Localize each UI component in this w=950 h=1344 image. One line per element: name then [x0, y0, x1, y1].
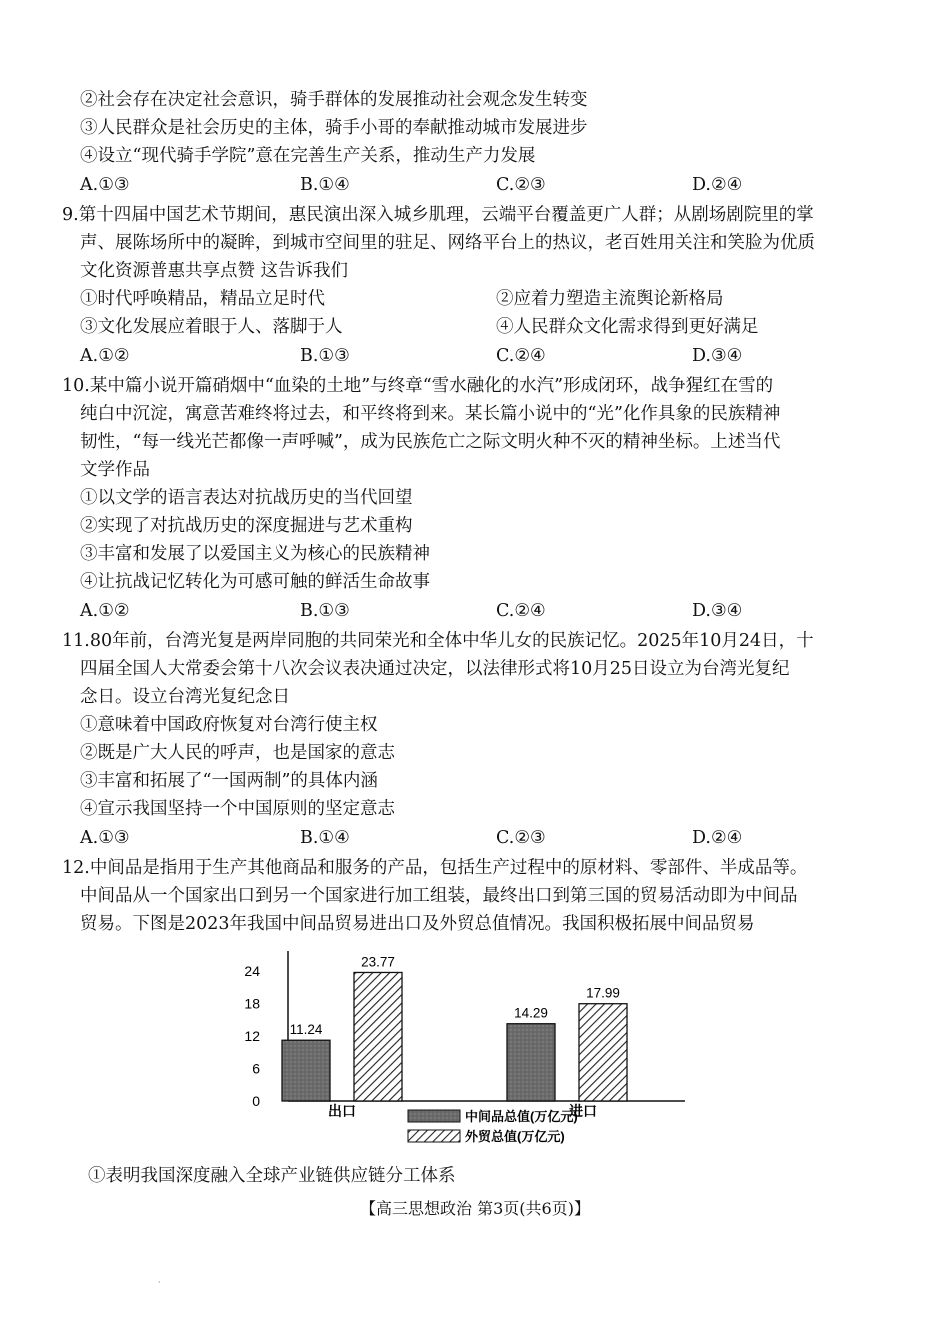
y-tick-label: 12 — [244, 1028, 260, 1045]
bar-total-trade — [579, 1004, 627, 1101]
q11-item-3: ③丰富和拓展了“一国两制”的具体内涵 — [80, 771, 378, 791]
q9-option-b: B.①③ — [300, 346, 350, 366]
q9-item-4: ④人民群众文化需求得到更好满足 — [496, 317, 759, 337]
q11-option-b: B.①④ — [300, 828, 350, 848]
bar-value-label: 23.77 — [361, 954, 395, 970]
q10-item-4: ④让抗战记忆转化为可感可触的鲜活生命故事 — [80, 572, 430, 592]
q8-item-3: ③人民群众是社会历史的主体，骑手小哥的奉献推动城市发展进步 — [80, 118, 588, 138]
q10-item-2: ②实现了对抗战历史的深度掘进与艺术重构 — [80, 516, 413, 536]
q9-item-1: ①时代呼唤精品，精品立足时代 — [80, 289, 325, 309]
q8-option-d: D.②④ — [692, 175, 743, 195]
bar-value-label: 14.29 — [514, 1005, 548, 1021]
q12-stem-3: 贸易。下图是2023年我国中间品贸易进出口及外贸总值情况。我国积极拓展中间品贸易 — [80, 914, 755, 934]
q10-item-1: ①以文学的语言表达对抗战历史的当代回望 — [80, 488, 413, 508]
q9-option-c: C.②④ — [496, 346, 546, 366]
y-tick-label: 6 — [252, 1060, 260, 1077]
legend-swatch-intermediate — [408, 1110, 460, 1122]
q11-item-1: ①意味着中国政府恢复对台湾行使主权 — [80, 715, 378, 735]
legend-label: 中间品总值(万亿元) — [465, 1109, 578, 1124]
q10-stem-2: 纯白中沉淀，寓意苦难终将过去，和平终将到来。某长篇小说中的“光”化作具象的民族精神 — [80, 404, 781, 424]
q10-option-b: B.①③ — [300, 601, 350, 621]
q12-item-1: ①表明我国深度融入全球产业链供应链分工体系 — [88, 1166, 456, 1186]
q10-item-3: ③丰富和发展了以爱国主义为核心的民族精神 — [80, 544, 430, 564]
q10-stem-3: 韧性，“每一线光芒都像一声呼喊”，成为民族危亡之际文明火种不灭的精神坐标。上述当代 — [80, 432, 781, 452]
q11-option-c: C.②③ — [496, 828, 546, 848]
q8-option-a: A.①③ — [80, 175, 130, 195]
page-footer: 【高三思想政治 第3页(共6页)】 — [360, 1199, 590, 1218]
q11-item-4: ④宣示我国坚持一个中国原则的坚定意志 — [80, 799, 395, 819]
q8-option-c: C.②③ — [496, 175, 546, 195]
x-category-label: 出口 — [328, 1103, 356, 1119]
x-category-label: 进口 — [569, 1103, 597, 1119]
y-tick-label: 0 — [252, 1093, 260, 1109]
q11-stem-2: 四届全国人大常委会第十八次会议表决通过决定，以法律形式将10月25日设立为台湾光复纪 — [80, 659, 790, 679]
q11-item-2: ②既是广大人民的呼声，也是国家的意志 — [80, 743, 395, 763]
bar-intermediate — [507, 1024, 555, 1101]
q11-option-d: D.②④ — [692, 828, 743, 848]
legend-swatch-total — [408, 1130, 460, 1142]
bar-total-trade — [354, 972, 402, 1101]
bar-value-label: 17.99 — [586, 985, 620, 1001]
q9-option-d: D.③④ — [692, 346, 743, 366]
q9-stem-1: 9.第十四届中国艺术节期间，惠民演出深入城乡肌理，云端平台覆盖更广人群；从剧场剧院里的掌 — [62, 205, 814, 225]
q10-option-a: A.①② — [80, 601, 130, 621]
q11-stem-3: 念日。设立台湾光复纪念日 — [80, 687, 290, 707]
y-tick-label: 24 — [244, 963, 260, 980]
scan-dot: · — [158, 1278, 161, 1287]
q9-option-a: A.①② — [80, 346, 130, 366]
q9-stem-3: 文化资源普惠共享点赞 这告诉我们 — [80, 261, 349, 281]
legend-label: 外贸总值(万亿元) — [465, 1129, 565, 1144]
q10-stem-1: 10.某中篇小说开篇硝烟中“血染的土地”与终章“雪水融化的水汽”形成闭环，战争猩红在雪的 — [62, 376, 774, 396]
q12-stem-2: 中间品从一个国家出口到另一个国家进行加工组装，最终出口到第三国的贸易活动即为中间品 — [80, 886, 798, 906]
q11-option-a: A.①③ — [80, 828, 130, 848]
y-tick-label: 18 — [244, 995, 260, 1012]
q10-option-d: D.③④ — [692, 601, 743, 621]
q9-stem-2: 声、展陈场所中的凝眸，到城市空间里的驻足、网络平台上的热议，老百姓用关注和笑脸为优质 — [80, 233, 815, 253]
trade-bar-chart — [230, 945, 700, 1165]
q10-stem-4: 文学作品 — [80, 460, 150, 480]
q8-item-2: ②社会存在决定社会意识，骑手群体的发展推动社会观念发生转变 — [80, 90, 588, 110]
q10-option-c: C.②④ — [496, 601, 546, 621]
q8-option-b: B.①④ — [300, 175, 350, 195]
q11-stem-1: 11.80年前，台湾光复是两岸同胞的共同荣光和全体中华儿女的民族记忆。2025年10月24日，十 — [62, 631, 814, 651]
bar-value-label: 11.24 — [289, 1022, 323, 1038]
q9-item-2: ②应着力塑造主流舆论新格局 — [496, 289, 724, 309]
q12-stem-1: 12.中间品是指用于生产其他商品和服务的产品，包括生产过程中的原材料、零部件、半成品等。 — [62, 858, 808, 878]
q9-item-3: ③文化发展应着眼于人、落脚于人 — [80, 317, 343, 337]
bar-intermediate — [282, 1040, 330, 1101]
q8-item-4: ④设立“现代骑手学院”意在完善生产关系，推动生产力发展 — [80, 146, 536, 166]
